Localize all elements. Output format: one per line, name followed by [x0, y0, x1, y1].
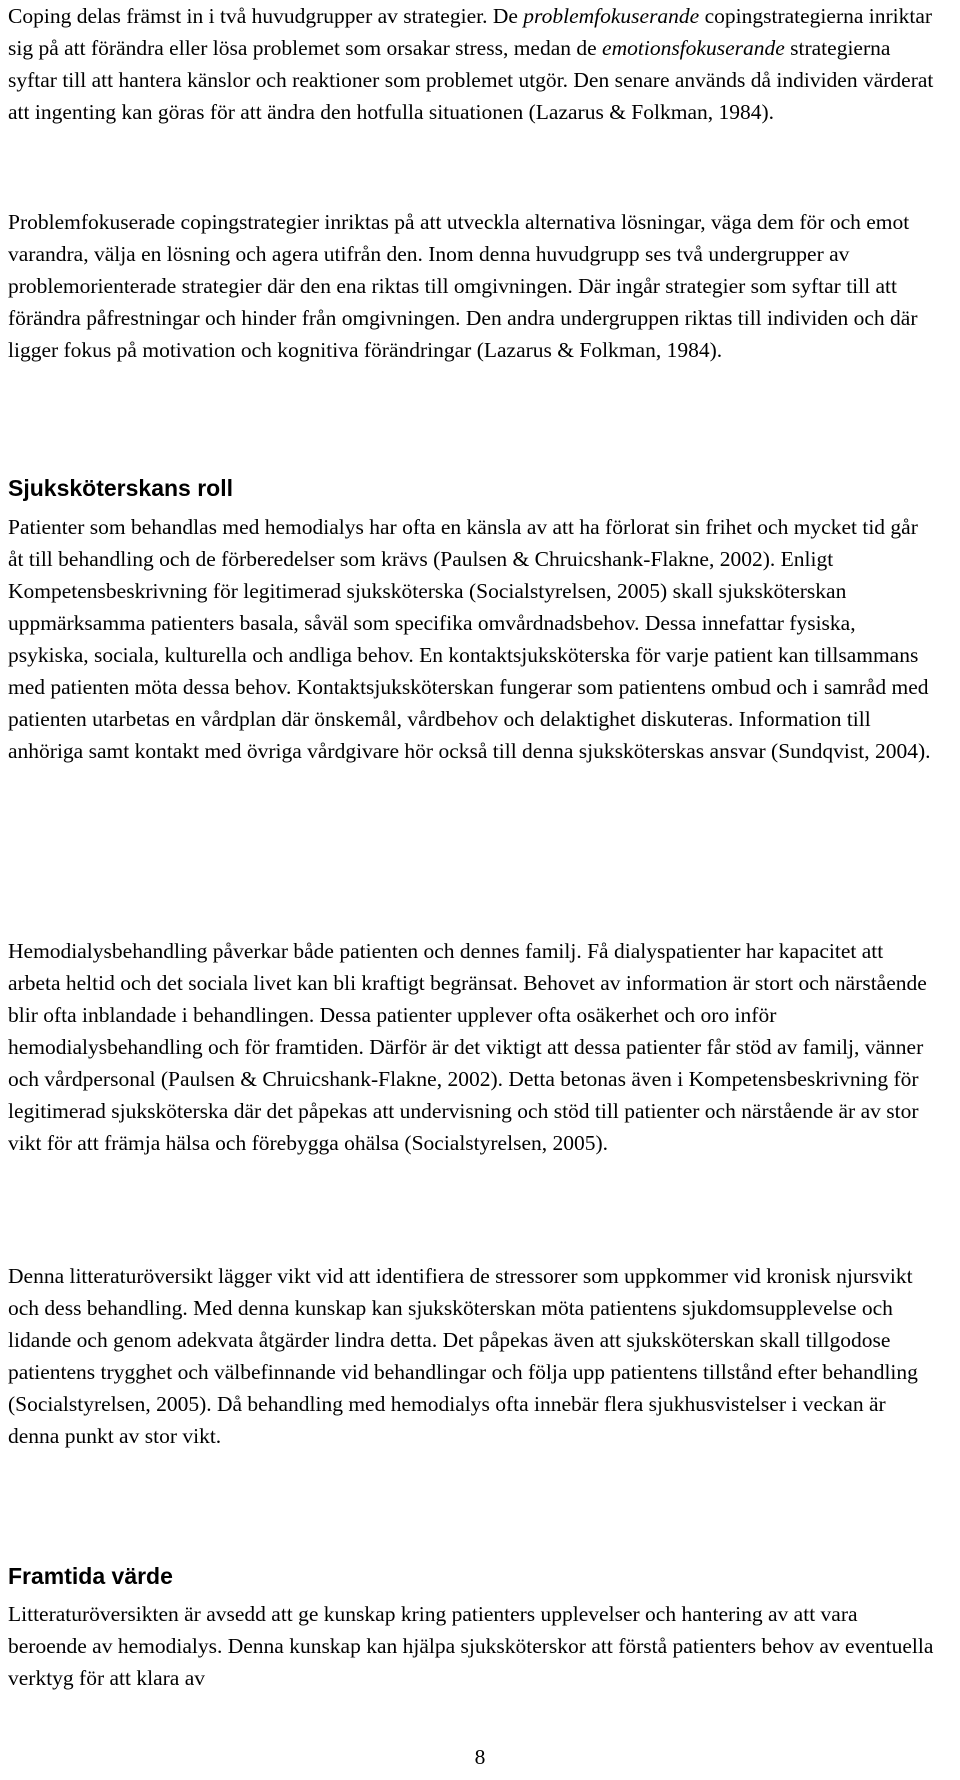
heading-sjukskoterskans-roll: Sjuksköterskans roll [8, 475, 233, 501]
paragraph-hemodialysis-family: Hemodialysbehandling påverkar både patienten och dennes familj. Få dialyspatienter har kapacitet att arbeta heltid och det sociala livet kan bli kraftigt begränsat. Behovet av information är stort och närstående blir ofta inblandade i behandlingen. Dessa patienter upplever ofta osäkerhet och oro inför hemodialysbehandling och för framtiden. Därför är det viktigt att dessa patienter får stöd av familj, vänner och vårdpersonal (Paulsen & Chruicshank-Flakne, 2002). Detta betonas även i Kompetensbeskrivning för legitimerad sjuksköterska där det påpekas att undervisning och stöd till patienter och närstående är av stor vikt för att främja hälsa och förebygga ohälsa (Socialstyrelsen, 2005). [8, 939, 927, 1155]
text-segment: copingstrategierna inriktar sig på att förändra eller lösa problemet som orsakar stress, medan de [8, 4, 933, 60]
text-segment: strategierna syftar till att hantera känslor och reaktioner som problemet utgör. Den senare används då individen värderat att ingenting kan göras för att ändra den hotfulla situationen (Lazarus & Folkman, 1984). [8, 36, 934, 124]
italic-term-problemfokuserande: problemfokuserande [523, 4, 700, 28]
italic-term-emotionsfokuserande: emotionsfokuserande [602, 36, 785, 60]
paragraph-future-value: Litteraturöversikten är avsedd att ge kunskap kring patienters upplevelser och hantering av att vara beroende av hemodialys. Denna kunskap kan hjälpa sjuksköterskor att förstå patienters behov av eventuella verktyg för att klara av [8, 1602, 934, 1690]
text-segment: Coping delas främst in i två huvudgrupper av strategier. De [8, 4, 524, 28]
paragraph-coping-strategies [8, 0, 938, 128]
paragraph-nurse-role: Patienter som behandlas med hemodialys har ofta en känsla av att ha förlorat sin frihet och mycket tid går åt till behandling och de förberedelser som krävs (Paulsen & Chruicshank-Flakne, 2002). Enligt Kompetensbeskrivning för legitimerad sjuksköterska (Socialstyrelsen, 2005) skall sjuksköterskan uppmärksamma patienters basala, såväl som specifika omvårdnadsbehov. Dessa innefattar fysiska, psykiska, sociala, kulturella och andliga behov. En kontaktsjuksköterska för varje patient kan tillsammans med patienten möta dessa behov. Kontaktsjuksköterskan fungerar som patientens ombud och i samråd med patienten utarbetas en vårdplan där önskemål, vårdbehov och delaktighet diskuteras. Information till anhöriga samt kontakt med övriga vårdgivare hör också till denna sjuksköterskas ansvar (Sundqvist, 2004). [8, 515, 931, 763]
page-number: 8 [474, 1745, 486, 1769]
paragraph-problem-focused: Problemfokuserade copingstrategier inriktas på att utveckla alternativa lösningar, väga dem för och emot varandra, välja en lösning och agera utifrån den. Inom denna huvudgrupp ses två undergrupper av problemorienterade strategier där den ena riktas till omgivningen. Där ingår strategier som syftar till att förändra påfrestningar och hinder från omgivningen. Den andra undergruppen riktas till individen och där ligger fokus på motivation och kognitiva förändringar (Lazarus & Folkman, 1984). [8, 210, 918, 362]
heading-framtida-varde: Framtida värde [8, 1563, 173, 1589]
paragraph-literature-review-focus: Denna litteraturöversikt lägger vikt vid att identifiera de stressorer som uppkommer vid kronisk njursvikt och dess behandling. Med denna kunskap kan sjuksköterskan möta patientens sjukdomsupplevelse och lidande och genom adekvata åtgärder lindra detta. Det påpekas även att sjuksköterskan skall tillgodose patientens trygghet och välbefinnande vid behandlingar och följa upp patientens tillstånd efter behandling (Socialstyrelsen, 2005). Då behandling med hemodialys ofta innebär flera sjukhusvistelser i veckan är denna punkt av stor vikt. [8, 1264, 918, 1448]
